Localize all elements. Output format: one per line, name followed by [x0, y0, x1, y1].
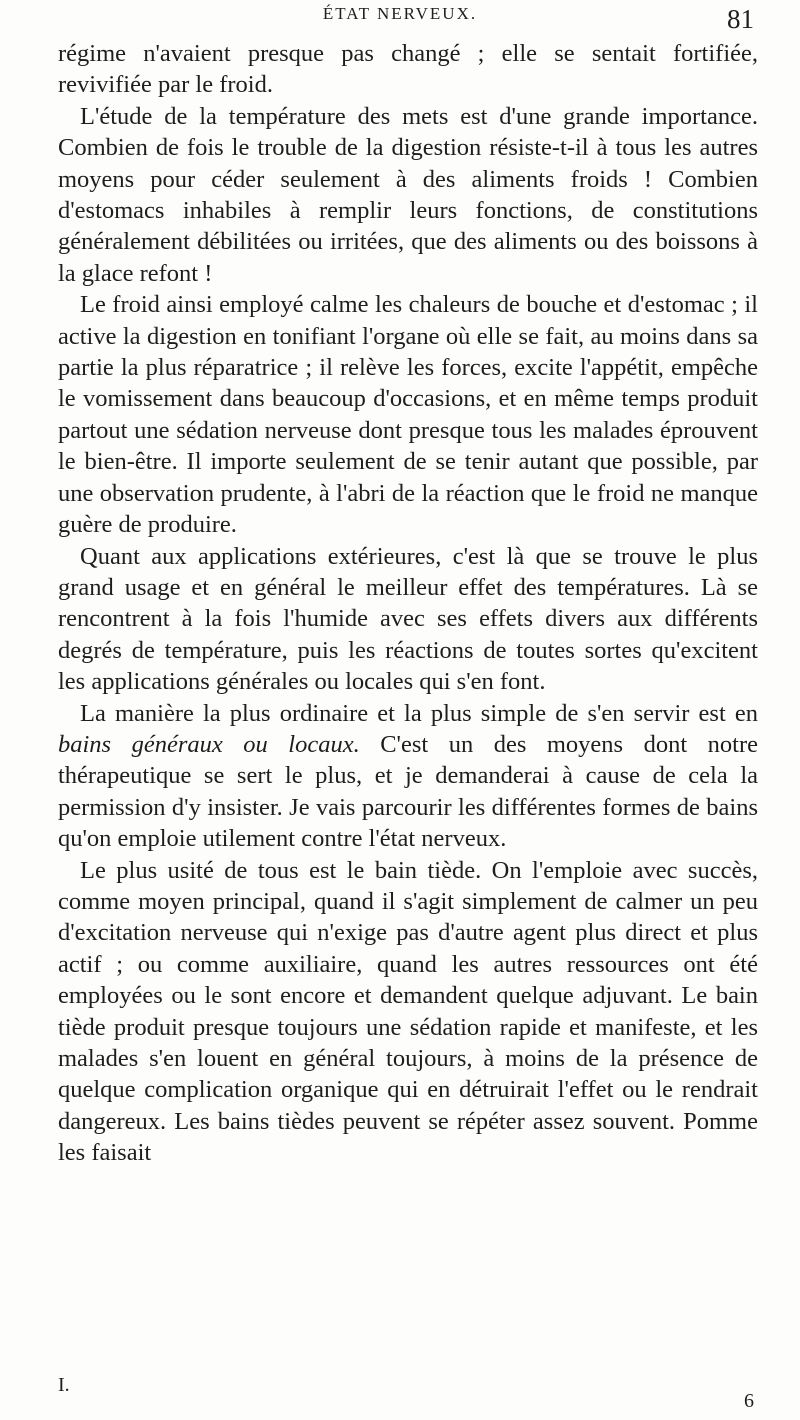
- baths-emphasis: bains généraux ou locaux.: [58, 730, 360, 758]
- baths-text-after: C'est un des moyens dont notre thérapeutique se sert le plus, et je demanderai à cause de cela la permission d'y insister. Je vais parcourir les différentes formes de bains qu'on emploie utilement contre l'état nerveux.: [58, 730, 758, 853]
- paragraph-baths: [58, 698, 758, 855]
- paragraph-tepid-bath: Le plus usité de tous est le bain tiède. On l'emploie avec succès, comme moyen principal, quand il s'agit simplement de calmer un peu d'excitation nerveuse qui n'exige pas d'autre agent plus direct et plus actif ; ou comme auxiliaire, quand les autres ressources ont été employées ou le sont encore et demandent quelque adjuvant. Le bain tiède produit presque toujours une sédation rapide et manifeste, et les malades s'en louent en général toujours, à moins de la présence de quelque complication organique qui en détruirait l'effet ou le rendrait dangereux. Les bains tièdes peuvent se répéter assez souvent. Pomme les faisait: [58, 856, 758, 1167]
- paragraph-cold-effects: Le froid ainsi employé calme les chaleurs de bouche et d'estomac ; il active la digestion en tonifiant l'organe où elle se fait, au moins dans sa partie la plus réparatrice ; il relève les forces, excite l'appétit, empêche le vomissement dans beaucoup d'occasions, et en même temps produit partout une sédation nerveuse dont presque tous les malades éprouvent le bien-être. Il importe seulement de se tenir autant que possible, par une observation prudente, à l'abri de la réaction que le froid ne manque guère de produire.: [58, 291, 758, 539]
- paragraph-temperature-of-food: L'étude de la température des mets est d'une grande importance. Combien de fois le trouble de la digestion résiste-t-il à tous les autres moyens pour céder seulement à des aliments froids ! Combien d'estomacs inhabiles à remplir leurs fonctions, de constitutions généralement débilitées ou irritées, que des aliments ou des boissons à la glace refont !: [58, 102, 758, 287]
- paragraph-external-applications: Quant aux applications extérieures, c'est là que se trouve le plus grand usage et en général le meilleur effet des températures. Là se rencontrent à la fois l'humide avec ses effets divers aux différents degrés de température, puis les réactions de toutes sortes qu'excitent les applications générales ou locales qui s'en font.: [58, 542, 758, 696]
- baths-text-before: La manière la plus ordinaire et la plus simple de s'en servir est en: [80, 699, 758, 727]
- volume-mark: I.: [58, 1374, 70, 1396]
- signature-mark: 6: [744, 1390, 754, 1412]
- running-title: ÉTAT NERVEUX.: [322, 4, 478, 23]
- page-number: 81: [727, 4, 754, 34]
- paragraph-continuation: régime n'avaient presque pas changé ; elle se sentait fortifiée, revivifiée par le froid.: [58, 40, 758, 99]
- running-head: [0, 4, 800, 34]
- page-footer: [0, 1374, 800, 1414]
- body-text: [58, 38, 758, 1169]
